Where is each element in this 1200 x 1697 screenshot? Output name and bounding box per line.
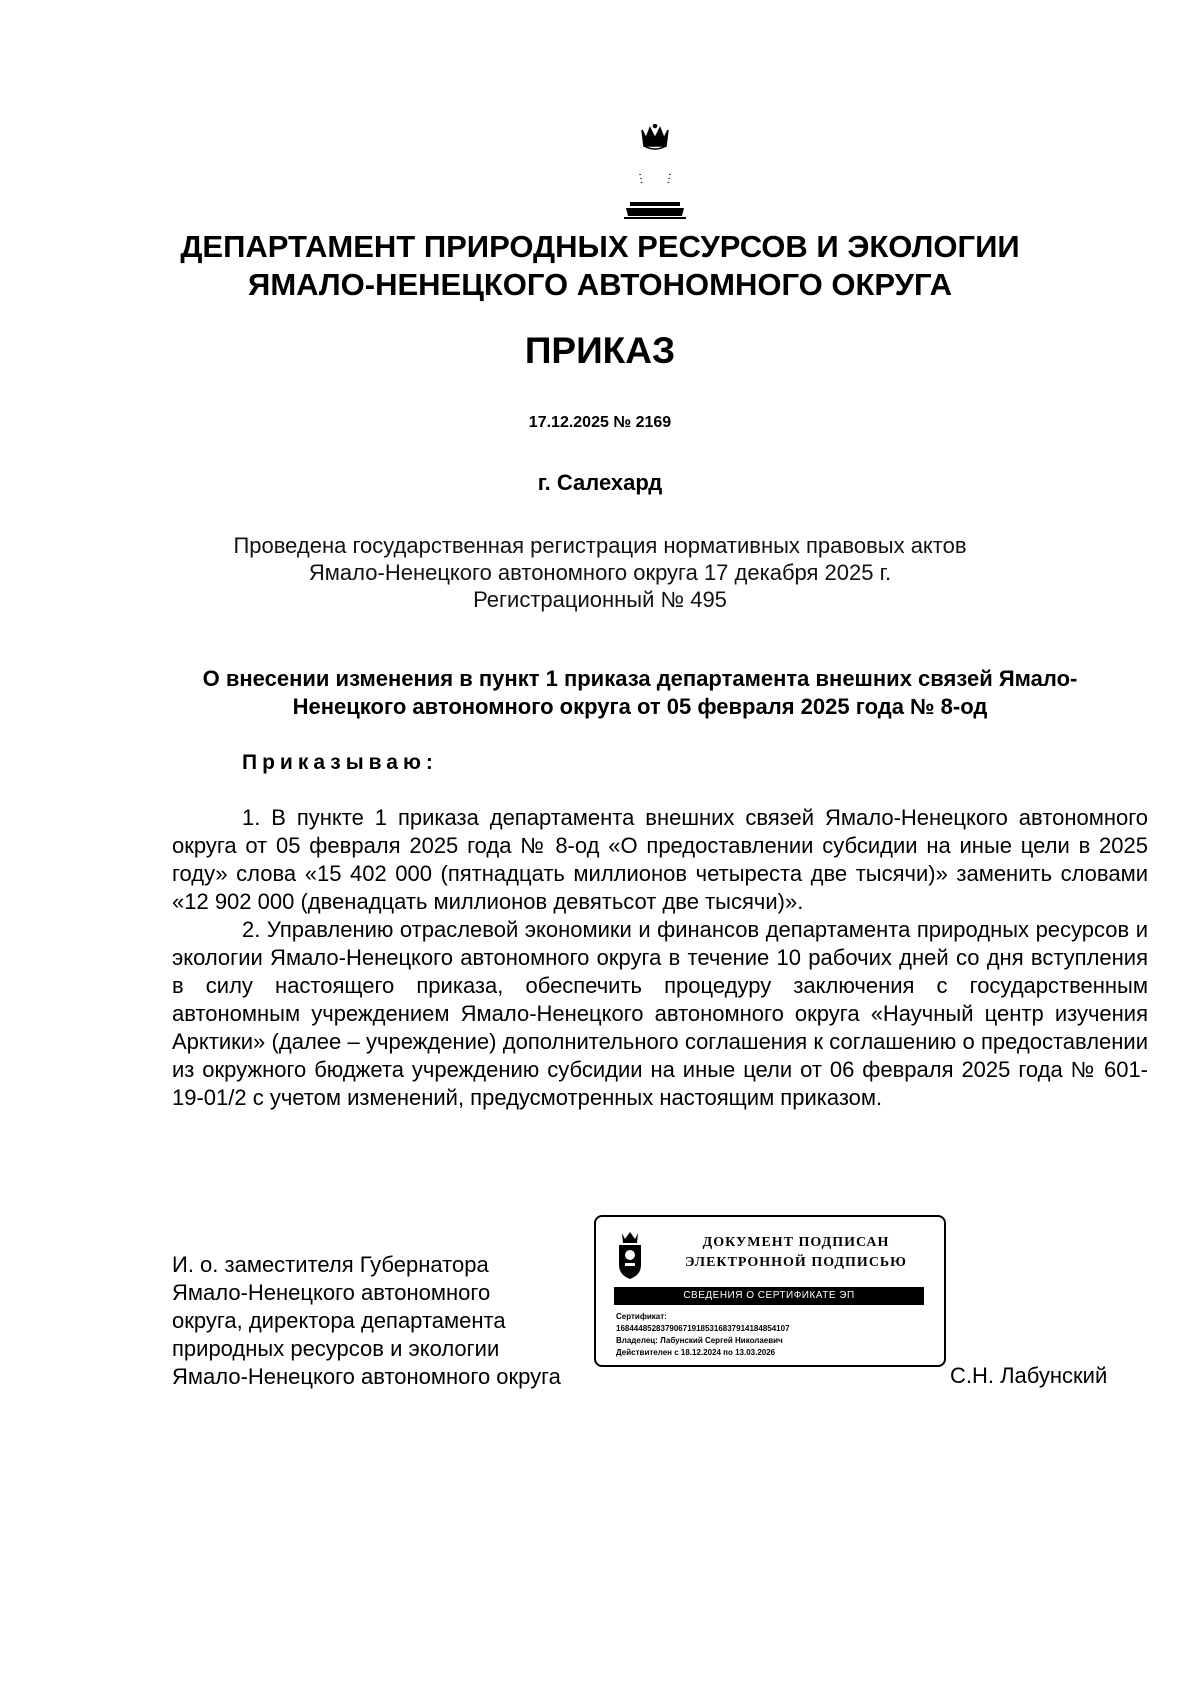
signatory-position-line: природных ресурсов и экологии — [172, 1336, 500, 1361]
department-title — [150, 228, 1050, 304]
order-subject-line1: О внесении изменения в пункт 1 приказа департамента внешних связей Ямало- — [202, 666, 1078, 691]
order-body — [172, 804, 1148, 1112]
signatory-position-line: Ямало-Ненецкого автономного — [172, 1280, 491, 1305]
stamp-cert-number: 168444852837906719185316837914184854107 — [616, 1324, 790, 1333]
signatory-position-line: округа, директора департамента — [172, 1308, 506, 1333]
paragraph-2: 2. Управлению отраслевой экономики и финансов департамента природных ресурсов и экологии Ямало-Ненецкого автономного округа в течение 10 рабочих дней со дня вступления в силу настоящего приказа, обеспечить процедуру заключения с государственным автономным учреждением Ямало-Ненецкого автономного округа «Научный центр изучения Арктики» (далее – учреждение) дополнительного соглашения к соглашению о предоставлении из окружного бюджета учреждению субсидии на иные цели от 06 февраля 2025 года № 601-19-01/2 с учетом изменений, предусмотренных настоящим приказом. — [172, 917, 1148, 1110]
stamp-title-line2: ЭЛЕКТРОННОЙ ПОДПИСЬЮ — [685, 1255, 907, 1270]
signatory-position-line: Ямало-Ненецкого автономного округа — [172, 1364, 561, 1389]
document-type-title: ПРИКАЗ — [524, 330, 676, 371]
signatory-position — [172, 1251, 561, 1391]
department-title-line2: ЯМАЛО-НЕНЕЦКОГО АВТОНОМНОГО ОКРУГА — [248, 267, 952, 302]
signatory-position-line: И. о. заместителя Губернатора — [172, 1252, 489, 1277]
stamp-certificate-bar: СВЕДЕНИЯ О СЕРТИФИКАТЕ ЭП — [614, 1287, 924, 1305]
registration-line1: Проведена государственная регистрация нормативных правовых актов — [233, 533, 967, 558]
coat-of-arms-emblem — [620, 124, 690, 220]
paragraph-1: 1. В пункте 1 приказа департамента внешних связей Ямало-Ненецкого автономного округа от 05 февраля 2025 года № 8-од «О предоставлении субсидии на иные цели в 2025 году» слова «15 402 000 (пятнадцать миллионов четыреста две тысячи)» заменить словами «12 902 000 (двенадцать миллионов девятьсот две тысячи)». — [172, 805, 1148, 914]
stamp-title-line1: ДОКУМЕНТ ПОДПИСАН — [702, 1235, 890, 1250]
city: г. Салехард — [537, 470, 663, 495]
electronic-signature-stamp — [594, 1215, 946, 1367]
stamp-certificate-info — [616, 1311, 790, 1359]
coat-of-arms-icon — [612, 1231, 648, 1281]
stamp-cert-label: Сертификат: — [616, 1312, 667, 1321]
stamp-owner: Владелец: Лабунский Сергей Николаевич — [616, 1336, 783, 1345]
registration-line2: Ямало-Ненецкого автономного округа 17 декабря 2025 г. — [308, 560, 892, 585]
signatory-name: С.Н. Лабунский — [950, 1363, 1108, 1388]
order-subject — [160, 665, 1120, 721]
date-and-number: 17.12.2025 № 2169 — [528, 414, 672, 431]
stamp-validity: Действителен с 18.12.2024 по 13.03.2026 — [616, 1348, 776, 1357]
department-title-line1: ДЕПАРТАМЕНТ ПРИРОДНЫХ РЕСУРСОВ И ЭКОЛОГИИ — [180, 229, 1020, 264]
order-subject-line2: Ненецкого автономного округа от 05 февраля 2025 года № 8-од — [292, 694, 988, 719]
registration-line3: Регистрационный № 495 — [473, 587, 727, 612]
registration-note — [150, 532, 1050, 613]
order-word: Приказываю: — [242, 751, 438, 774]
